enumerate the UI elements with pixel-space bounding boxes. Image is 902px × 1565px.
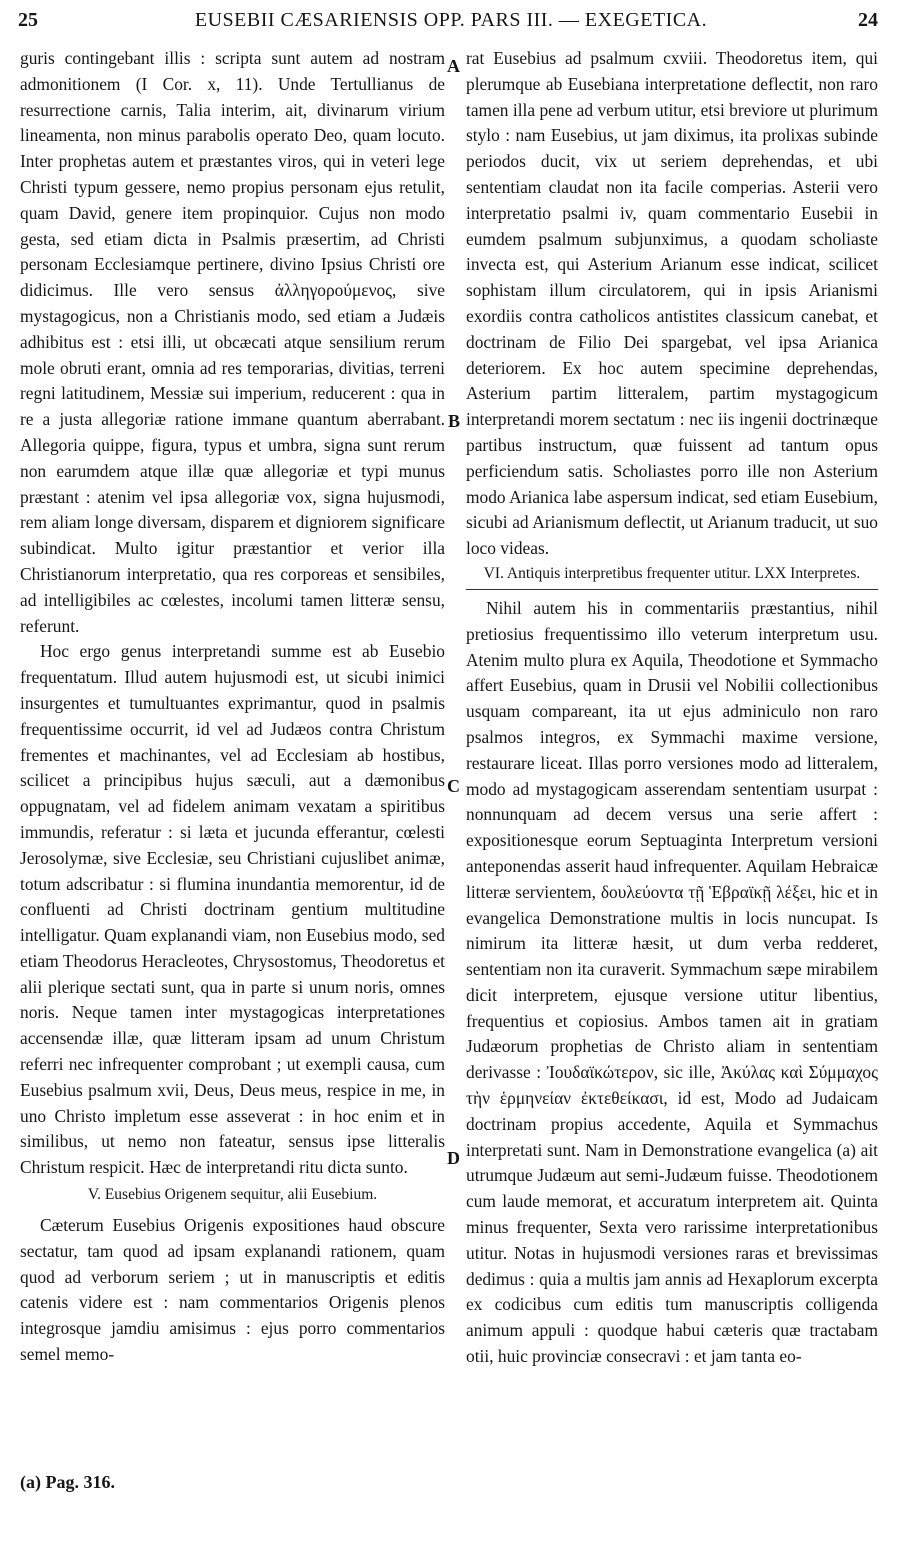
page-number-right: 24 [858, 9, 878, 31]
margin-letter-b: B [448, 411, 461, 431]
left-column [20, 46, 445, 1368]
left-paragraph-2: Hoc ergo genus interpretandi summe est ab Eusebio frequentatum. Illud autem hujusmodi est, ut sicubi inimici insurgentes et tumultuantes exprimantur, quod in psalmis frequentissime occurrit, id vel ad Judæos contra Christum frementes et machinantes, vel ad Ecclesiam ab hostibus, scilicet a principibus hujus sæculi, aut a dæmonibus oppugnatam, vel ad fidelem animam vexatam a spiritibus immundis, referatur : si læta et jucunda efferantur, cœlesti Jerosolymæ, sive Ecclesiæ, seu Christiani cujuslibet animæ, totum adscribatur : si flumina inundantia memorentur, id de confluenti ad Christi doctrinam gentium multitudine intelligatur. Quam explanandi viam, non Eusebius modo, sed etiam Theodorus Heracleotes, Chrysostomus, Theodoretus et alii plerique sectati sunt, qua in parte si unum noris, omnes noris. Neque tamen inter mystagogicas interpretationes accensendæ illæ, quæ litteram ipsam ad unum Christum referri nec infrequenter comprobant ; ut exempli causa, cum Eusebius psalmum xvii, Deus, Deus meus, respice in me, in uno Christo impletum esse asseverat : in hoc enim et in similibus, ut nemo non fateatur, sensus ipse litteralis Christum respicit. Hæc de interpretandi ritu dicta sunto. [20, 641, 445, 1178]
margin-letter-d: D [447, 1148, 460, 1168]
right-column [466, 46, 878, 1370]
running-title: EUSEBII CÆSARIENSIS OPP. PARS III. — EXEGETICA. [194, 9, 708, 31]
section-divider [466, 589, 878, 590]
left-paragraph-1: guris contingebant illis : scripta sunt autem ad nostram admonitionem (I Cor. x, 11). Unde Tertullianus de resurrectione carnis, Talia interim, ait, divinarum virium lineamenta, non minus parabolis operato Deo, quam locuto. Inter prophetas autem et præstantes viros, qui in veteri lege Christi typum gessere, nemo propius personam ejus retulit, quam David, genere item propinquior. Cujus non modo gesta, sed etiam dicta in Psalmis præsertim, ad Christi personam Ecclesiamque pertinere, divino Ipsius Christi ore didicimus. Ille vero sensus ἀλληγορούμενος, sive mystagogicus, non a Christianis modo, sed etiam a Judæis adhibitus est : etsi illi, ut obcæcati atque sensilium rerum mole obruti erant, omnia ad res temporarias, divitias, terreni regni latitudinem, Messiæ sui imperium, reducerent : qua in re a justa allegoriæ ratione immane quantum aberrabant. Allegoria quippe, figura, typus et umbra, signa sunt rerum non earumdem atque illæ quæ allegoriæ et typi munus præstant : atenim vel ipsa allegoriæ vox, signa hujusmodi, rem aliam longe diversam, disparem et digniorem significare subindicat. Multo igitur præstantior et verior illa Christianorum interpretatio, qua res corporeas et sensibiles, ad intelligibiles ac cœlestes, incolumi tamen litteræ sensu, referunt. [20, 48, 445, 636]
margin-letter-a: A [447, 56, 460, 76]
left-paragraph-3: Cæterum Eusebius Origenis expositiones haud obscure sectatur, tam quod ad ipsam explanandi rationem, quam quod ad verborum seriem ; ut in manuscriptis et editis catenis videre est : nam commentarios Origenis plenos integrosque jamdiu amisimus : ejus porro commentarios semel memo- [20, 1215, 445, 1365]
page-header [0, 0, 902, 44]
right-paragraph-1: rat Eusebius ad psalmum cxviii. Theodoretus item, qui plerumque ab Eusebiana interpretatione deflectit, non raro tamen illa pene ad verbum utitur, etsi breviore ut plurimum stylo : nam Eusebius, ut jam diximus, ita prolixas subinde periodos ducit, vix ut seriem deprehendas, et ubi sententiam claudat non ita facile comperias. Asterii vero interpretatio psalmi iv, quam commentario Eusebii in eumdem psalmum subjunximus, a quodam scholiaste invecta est, qui Asterium Arianum esse indicat, scilicet sophistam illum circulatorem, qui in ipsis Arianismi exordiis contra catholicos antistites classicum canebat, et doctrinam de Filio Dei spargebat, vel ipsa Arianica deteriorem. Ex hoc autem specimine deprehendas, Asterium partim litteralem, partim mystagogicum interpretandi morem sectatum : nec iis ingenii doctrinæque partibus instructum, quæ fuissent ad tantum opus perficiendum satis. Scholiastes porro ille non Asterium modo Arianica labe aspersum indicat, sed etiam Eusebium, sicubi ad Arianismum deflectit, ut Arianum traducit, ut suo loco videas. [466, 48, 878, 559]
margin-letter-c: C [447, 776, 460, 796]
page-number-left: 25 [18, 9, 38, 31]
right-paragraph-2: Nihil autem his in commentariis præstantius, nihil pretiosius frequentissimo illo veterum interpretum usu. Atenim multo plura ex Aquila, Theodotione et Symmacho affert Eusebius, quam in Drusii vel Nobilii collectionibus usquam compareant, ita ut ejus adminiculo non raro psalmos integros, ex Symmachi maxime versione, restaurare liceat. Illas porro versiones modo ad litteralem, modo ad mystagogicam asserendam sententiam usurpat : nonnunquam ad decem versus una serie affert : expositionesque eorum Septuaginta Interpretum versioni anteponendas asserit haud infrequenter. Aquilam Hebraicæ litteræ servientem, δουλεύοντα τῇ Ἑβραϊκῇ λέξει, hic et in evangelica Demonstratione multis in locis nuncupat. Is nimirum ita litteræ hæsit, ut dum verba redderet, sententiam non ita curaverit. Symmachum sæpe mirabilem dicit interpretem, ejusque versione utitur libentius, frequentius et copiosius. Ambos tamen ait in gratiam Judæorum prophetias de Christo aliam in sententiam derivasse : Ἰουδαϊκώτερον, sic ille, Ἀκύλας καὶ Σύμμαχος τὴν ἑρμηνείαν ἐκτεθείκασι, id est, Modo ad Judaicam doctrinam propius accedente, Aquila et Symmachus interpretati sunt. Nam in Demonstratione evangelica (a) ait utrumque Judæum aut semi-Judæum fuisse. Theodotionem cum laude memorat, et accuratum interpretem ait. Quinta minus frequenter, Sexta vero rarissime interpretationibus utitur. Notas in hujusmodi versiones raras et brevissimas dedimus : quia a multis jam annis ad Hexaplorum excerpta ex codicibus cum editis tum manuscriptis colligenda animum appuli : quodque habui cæteris quæ tractabam otii, huic provinciæ consecravi : et jam tanta eo- [466, 597, 878, 1367]
section-heading-v: V. Eusebius Origenem sequitur, alii Eusebium. [87, 1186, 378, 1204]
footnote: (a) Pag. 316. [20, 1472, 115, 1492]
section-heading-vi: VI. Antiquis interpretibus frequenter utitur. LXX Interpretes. [483, 564, 861, 582]
